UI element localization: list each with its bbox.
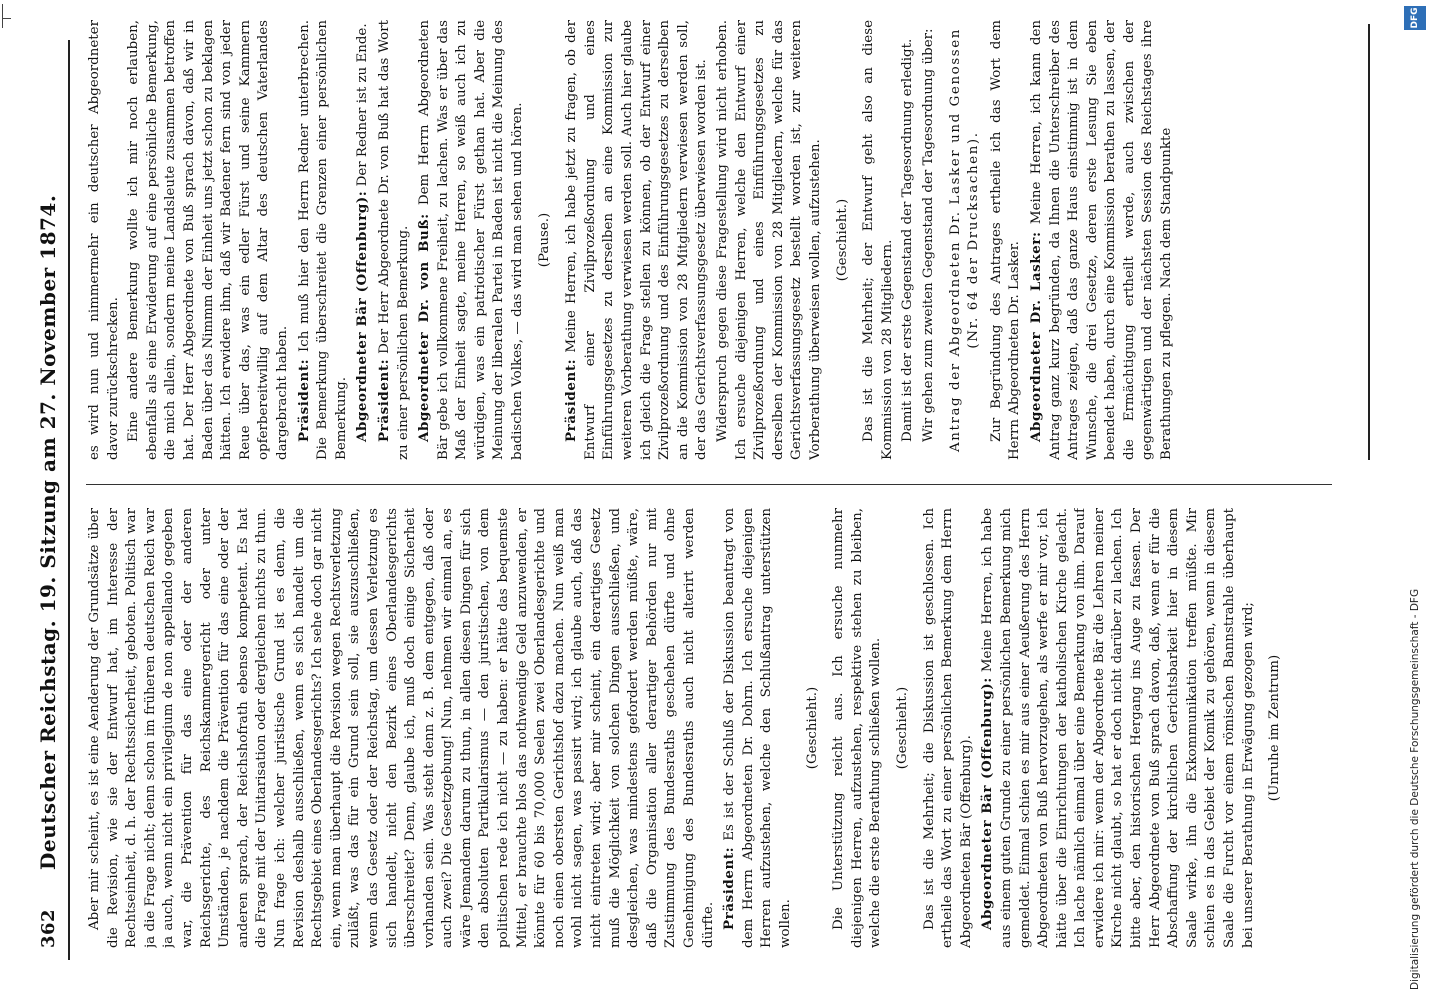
paragraph-text: Der Herr Abgeordnete Dr. von Buß hat das Wort zu einer persönlichen Bemerkung. <box>376 20 411 460</box>
paragraph <box>125 20 292 460</box>
scan-corner-mark <box>2 4 13 28</box>
dfg-watermark <box>1404 40 1426 990</box>
paragraph <box>720 508 795 948</box>
stage-direction: (Geschieht.) <box>894 686 910 770</box>
page-number: 362 <box>38 908 59 948</box>
paragraph <box>375 20 413 460</box>
paragraph-text: Eine andere Bemerkung wollte ich mir noch erlauben, ebenfalls als eine Erwiderung auf eine persönliche Bemerkung, die mich allein, sondern meine Landsleute zusammen betroffen hat. Der Herr Abgeordnete von Buß sprach davon, daß wir in Baden über das Nimmm der Einheit uns jetzt schon zu beklagen hätten. Ich erwidere ihm, daß wir Badener fern sind von jeder Reue über das, was ein edler Fürst und seine Kammern opferbereitwillig auf dem Altar des deutschen Vaterlandes dargebracht haben. <box>126 20 290 460</box>
speaker-name: Präsident: <box>375 358 392 442</box>
paragraph-text: Dem Herrn Abgeordneten Bär gebe ich vollkommene Freiheit, zu lachen. Was er über das Maß der Einheit sagte, meine Herren, so weiß auch ich zu würdigen, was ein patriotischer Fürst gethan hat. Aber die Meinung der liberalen Partei in Baden ist nicht die Meinung des badischen Volkes, — das wird man sehen und hören. <box>417 20 526 460</box>
paragraph-text: Ich muß hier den Herrn Redner unterbrechen. Die Bemerkung überschreitet die Grenzen einer persönlichen Bemerkung. <box>296 20 349 460</box>
paragraph <box>860 20 897 460</box>
paragraph-text: Der Redner ist zu Ende. <box>355 23 371 187</box>
speaker-name: Präsident: <box>721 846 738 930</box>
header-rule <box>68 40 70 960</box>
paragraph-text: Zur Begründung des Antrages ertheile ich das Wort dem Herrn Abgeordneten Dr. Lasker. <box>988 20 1023 460</box>
agenda-heading: Antrag der Abgeordneten Dr. Lasker und Genossen (Nr. 64 der Drucksachen). <box>947 27 982 453</box>
stage-direction: (Geschieht.) <box>804 686 820 770</box>
paragraph <box>921 508 977 948</box>
paragraph <box>295 20 352 460</box>
paragraph <box>714 20 826 460</box>
paragraph <box>978 508 1258 948</box>
right-column <box>86 20 1352 460</box>
stage-direction: (Pause.) <box>536 212 552 268</box>
paragraph <box>830 508 886 948</box>
stage-direction: (Unruhe im Zentrum) <box>1267 654 1283 802</box>
paragraph-text: Das ist die Mehrheit; der Entwurf geht also an diese Kommission von 28 Mitgliedern. <box>861 20 895 460</box>
paragraph <box>988 20 1025 460</box>
stage-direction: (Geschieht.) <box>834 198 850 282</box>
paragraph-text: Damit ist der erste Gegenstand der Tagesordnung erledigt. <box>900 38 916 442</box>
paragraph-text: Die Unterstützung reicht aus. Ich ersuche nunmehr diejenigen Herren, aufzustehen, respektive stehen zu bleiben, welche die erste Berathung schließen wollen. <box>831 508 884 948</box>
bottom-rule <box>1368 24 1370 460</box>
paragraph-text: Aber mir scheint, es ist eine Aenderung der Grundsätze über die Revision, wie sie der Entwurf hat, im Interesse der Rechtseinheit, d. h. der Rechtssicherheit, geboten. Politisch war ja die Frage nicht; denn schon im früheren deutschen Reich war ja auch, wenn nicht ein privilegium de non appellando gegeben war, die Prävention für das eine oder der anderen Reichsgerichte, des Reichskammergericht oder unter Umständen, je nachdem die Prävention für das eine oder der anderen sprach, der Reichshofrath ebenso kompetent. Es hat die Frage mit der Unitarisation oder dergleichen nichts zu thun. Nun frage ich: welcher juristische Grund ist es denn, die Revision deshalb ausschließen, wenn es sich handelt um die Rechtsgebiet eines Oberlandesgerichts? Ich sehe doch gar nicht ein, wenn man überhaupt die Revision wegen Rechtsverletzung zuläßt, was das für ein Grund sein soll, sie auszuschließen, wenn das Gesetz oder der Reichstag, um dessen Verletzung es sich handelt, nicht den Bezirk eines Oberlandesgerichts überschreitet? Denn, glaube ich, muß doch einige Sicherheit vorhanden sein. Was steht denn z. B. dem entgegen, daß oder auch zwei? Die Gesetzgebung! Nun, nehmen wir einmal an, es wäre Jemandem darum zu thun, in allen diesen Dingen für sich den absoluten Partikularismus — den juristischen, von dem politischen rede ich nicht — zu haben: er hätte das bequemste Mittel, er brauchte blos das nothwendige Geld anzuwenden, er könnte für 60 bis 70,000 Seelen zwei Oberlandesgerichte und noch einen obersten Gerichtshof dazu machen. Nun weiß man wohl nicht sagen, was passirt wird; ich glaube auch, daß das nicht eintreten wird; aber mir scheint, ein derartiges Gesetz muß die Möglichkeit von solchen Dingen ausschließen, und desgleichen, was mindestens gefordert werden müßte, wäre, daß die Organisation aller derartiger Behörden nur mit Zustimmung des Bundesraths geschehen dürfte und ohne Genehmigung des Bundesraths auch nicht alterirt werden dürfte. <box>87 508 716 948</box>
paragraph <box>1027 20 1177 460</box>
page-header <box>34 40 64 960</box>
paragraph-text: Das ist die Mehrheit; die Diskussion ist geschlossen. Ich ertheile das Wort zu einer persönlichen Bemerkung dem Herrn Abgeordneten Bär (Offenburg). <box>921 508 974 948</box>
speaker-name: Abgeordneter Dr. Lasker: <box>1027 231 1044 442</box>
paragraph <box>415 20 528 460</box>
left-column <box>86 508 1352 948</box>
dfg-logo <box>1404 6 1426 30</box>
speaker-name: Abgeordneter Dr. von Buß: <box>416 213 433 442</box>
paragraph-text: Meine Herren, ich kann den Antrag ganz kurz begründen, da Ihnen die Unterschreiber des Antrages zeigen, daß das ganze Haus einstimmig ist in dem Wunsche, die drei Gesetze, deren erste Lesung Sie eben beendet haben, durch eine Kommission berathen zu lassen, der die Ermächtigung ertheilt werde, auch zwischen der gegenwärtigen und der nächsten Session des Reichstages ihre Berathungen zu pflegen. Nach dem Standpunkte <box>1028 20 1175 460</box>
paragraph <box>920 20 939 460</box>
paragraph-text: es wird nun und nimmermehr ein deutscher Abgeordneter davor zurückschrecken. <box>87 20 121 460</box>
paragraph <box>562 20 712 460</box>
paragraph <box>899 20 918 460</box>
speaker-name: Abgeordneter Bär (Offenburg): <box>979 677 996 930</box>
speaker-name: Präsident: <box>295 358 312 442</box>
paragraph <box>86 508 718 948</box>
paragraph <box>86 20 123 460</box>
dfg-logo-text: DFG <box>1410 7 1420 29</box>
dfg-watermark-text: Digitalisierung gefördert durch die Deutsche Forschungsgemeinschaft - DFG <box>1409 588 1421 990</box>
page-title: Deutscher Reichstag. 19. Sitzung am 27. November 1874. <box>36 194 60 870</box>
paragraph-text: Meine Herren, ich habe jetzt zu fragen, ob der Entwurf einer Zivilprozeßordnung und eines Einführungsgesetzes zu derselben an eine Kommission zur weiteren Vorberathung verwiesen werden soll. Auch hier glaube ich gleich die Frage stellen zu können, ob der Entwurf einer Zivilprozeßordnung und des Einführungsgesetzes zu derselben an die Kommission von 28 Mitgliedern verwiesen werden soll, der das Gerichtsverfassungsgesetz überwiesen worden ist. <box>564 20 710 460</box>
speaker-name: Abgeordneter Bär (Offenburg): <box>354 190 371 442</box>
paragraph-text: Meine Herren, ich habe aus einem guten Grunde zu einer persönlichen Bemerkung mich gemeldet. Einmal schien es mir aus einer Aeußerung des Herrn Abgeordneten von Buß hervorzugehen, als werfe er mir vor, ich hätte über die Einrichtungen der katholischen Kirche gelacht. Ich lache nämlich einmal über eine Bemerkung von ihm. Darauf erwidere ich mir: wenn der Abgeordnete Bär die Lehren meiner Kirche nicht glaubt, so hat er doch nicht darüber zu lachen. Ich bitte aber, den historischen Hergang ins Auge zu fassen. Der Herr Abgeordnete von Buß sprach davon, daß, wenn er für die Abschaffung der kirchlichen Gerichtsbarkeit hier in diesem Saale wirke, ihn die Exkommunikation treffen müßte. Mir schien es in das Gebiet der Komik zu gehören, wenn in diesem Saale die Furcht vor einem römischen Bannstrahle überhaupt bei unserer Berathung in Erwägung gezogen wird; <box>980 508 1256 948</box>
paragraph-text: Es ist der Schluß der Diskussion beantragt von dem Herrn Abgeordneten Dr. Dohrn. Ich ersuche diejenigen Herren aufzustehen, welche den Schlußantrag unterstützen wollen. <box>722 508 793 948</box>
paragraph-text: Wir gehen zum zweiten Gegenstand der Tagesordnung über: <box>920 28 936 442</box>
paragraph <box>353 20 373 460</box>
column-divider <box>86 484 1332 485</box>
paragraph-text: Widerspruch gegen diese Fragestellung wird nicht erhoben. Ich ersuche diejenigen Herren, welche den Entwurf einer Zivilprozeßordnung und eines Einführungsgesetzes zu derselben der Kommission von 28 Mitgliedern, welche für das Gerichtsverfassungsgesetz bestellt worden ist, zur weiteren Vorberathung überweisen wollen, aufzustehen. <box>715 20 823 460</box>
speaker-name: Präsident: <box>563 358 580 442</box>
